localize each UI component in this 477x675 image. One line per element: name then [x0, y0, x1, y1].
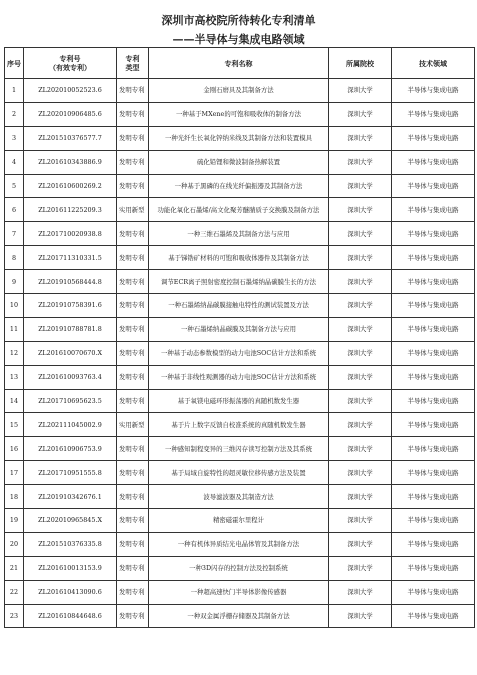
tech-field: 半导体与集成电路 — [392, 556, 475, 580]
tech-field: 半导体与集成电路 — [392, 246, 475, 270]
patent-id: ZL201910342676.1 — [24, 485, 117, 509]
header-name: 专利名称 — [149, 48, 329, 79]
table-row — [5, 437, 475, 461]
table-row — [5, 222, 475, 246]
patent-type: 发明专利 — [117, 246, 149, 270]
row-number: 4 — [5, 150, 24, 174]
table-row — [5, 317, 475, 341]
row-number: 3 — [5, 126, 24, 150]
table-row — [5, 509, 475, 533]
school-name: 深圳大学 — [329, 556, 392, 580]
patent-type: 发明专利 — [117, 461, 149, 485]
patent-type: 发明专利 — [117, 532, 149, 556]
header-type: 专利 类型 — [117, 48, 149, 79]
patent-name: 一种基于非线性观测器的动力电池SOC估计方法和系统 — [149, 365, 329, 389]
table-row — [5, 102, 475, 126]
patent-name: 调节ECR离子照射密度控制石墨烯纳晶碳膜生长的方法 — [149, 270, 329, 294]
patent-id: ZL201610906753.9 — [24, 437, 117, 461]
patent-name: 一种感知制程变异的三维闪存读写控制方法及其系统 — [149, 437, 329, 461]
table-row — [5, 485, 475, 509]
patent-type: 实用新型 — [117, 198, 149, 222]
school-name: 深圳大学 — [329, 389, 392, 413]
patent-type: 发明专利 — [117, 604, 149, 628]
patent-type: 发明专利 — [117, 174, 149, 198]
patent-type: 发明专利 — [117, 389, 149, 413]
patent-name: 功能化氧化石墨烯/高文化聚芳醚腈质子交换膜及制备方法 — [149, 198, 329, 222]
row-number: 2 — [5, 102, 24, 126]
tech-field: 半导体与集成电路 — [392, 437, 475, 461]
patent-id: ZL201710695623.5 — [24, 389, 117, 413]
patent-id: ZL202010052523.6 — [24, 79, 117, 103]
school-name: 深圳大学 — [329, 437, 392, 461]
patent-id: ZL201711310331.5 — [24, 246, 117, 270]
patent-type: 发明专利 — [117, 126, 149, 150]
tech-field: 半导体与集成电路 — [392, 150, 475, 174]
tech-field: 半导体与集成电路 — [392, 198, 475, 222]
school-name: 深圳大学 — [329, 317, 392, 341]
patent-id: ZL202010906485.6 — [24, 102, 117, 126]
patent-id: ZL202111045002.9 — [24, 413, 117, 437]
row-number: 1 — [5, 79, 24, 103]
patent-id: ZL201610600269.2 — [24, 174, 117, 198]
patent-name: 基于锑锆矿材料的可饱和吸收体器件及其制备方法 — [149, 246, 329, 270]
school-name: 深圳大学 — [329, 246, 392, 270]
patent-name: 一种基于黑磷的在线光纤偏振器及其制备方法 — [149, 174, 329, 198]
document-subtitle: ——半导体与集成电路领域 — [172, 33, 305, 46]
table-row — [5, 246, 475, 270]
patent-type: 发明专利 — [117, 150, 149, 174]
school-name: 深圳大学 — [329, 485, 392, 509]
school-name: 深圳大学 — [329, 150, 392, 174]
patent-name: 基于片上数字反馈自校准系统的真随机数发生器 — [149, 413, 329, 437]
patent-name: 一种有机体异质结光电晶体管及其制备方法 — [149, 532, 329, 556]
tech-field: 半导体与集成电路 — [392, 294, 475, 318]
patent-name: 一种超高速快门半导体影像传感器 — [149, 580, 329, 604]
table-header-row — [5, 48, 475, 79]
patent-type: 发明专利 — [117, 317, 149, 341]
school-name: 深圳大学 — [329, 532, 392, 556]
patent-name: 一种双金属浮栅存储器及其制备方法 — [149, 604, 329, 628]
table-row — [5, 150, 475, 174]
row-number: 22 — [5, 580, 24, 604]
header-field: 技术领域 — [392, 48, 475, 79]
patent-id: ZL201610013153.9 — [24, 556, 117, 580]
patent-id: ZL201910758391.6 — [24, 294, 117, 318]
patent-name: 一种基于MXene的可饱和吸收体的制备方法 — [149, 102, 329, 126]
table-row — [5, 174, 475, 198]
patent-id: ZL202010965845.X — [24, 509, 117, 533]
patent-name: 一种石墨烯纳晶碳膜接触电特性的测试装置及方法 — [149, 294, 329, 318]
patent-name: 基于氧镁电磁环形振荡器的真随机数发生器 — [149, 389, 329, 413]
patent-type: 发明专利 — [117, 341, 149, 365]
tech-field: 半导体与集成电路 — [392, 509, 475, 533]
row-number: 23 — [5, 604, 24, 628]
school-name: 深圳大学 — [329, 222, 392, 246]
row-number: 20 — [5, 532, 24, 556]
row-number: 8 — [5, 246, 24, 270]
row-number: 16 — [5, 437, 24, 461]
patent-id: ZL201710020938.8 — [24, 222, 117, 246]
patent-id: ZL201510376577.7 — [24, 126, 117, 150]
patent-id: ZL201610070670.X — [24, 341, 117, 365]
patent-id: ZL201611225209.3 — [24, 198, 117, 222]
patent-name: 金刚石磨具及其制备方法 — [149, 79, 329, 103]
patent-id: ZL201910788781.8 — [24, 317, 117, 341]
row-number: 12 — [5, 341, 24, 365]
tech-field: 半导体与集成电路 — [392, 174, 475, 198]
school-name: 深圳大学 — [329, 509, 392, 533]
row-number: 10 — [5, 294, 24, 318]
tech-field: 半导体与集成电路 — [392, 604, 475, 628]
patent-type: 发明专利 — [117, 556, 149, 580]
school-name: 深圳大学 — [329, 461, 392, 485]
patent-id: ZL201710951555.8 — [24, 461, 117, 485]
patent-name: 硫化铅锂和微波制备热解装置 — [149, 150, 329, 174]
school-name: 深圳大学 — [329, 365, 392, 389]
row-number: 6 — [5, 198, 24, 222]
patent-type: 发明专利 — [117, 79, 149, 103]
tech-field: 半导体与集成电路 — [392, 389, 475, 413]
table-row — [5, 365, 475, 389]
patent-type: 发明专利 — [117, 270, 149, 294]
patent-type: 发明专利 — [117, 365, 149, 389]
patent-name: 一种三维石墨烯及其制备方法与应用 — [149, 222, 329, 246]
row-number: 14 — [5, 389, 24, 413]
row-number: 5 — [5, 174, 24, 198]
school-name: 深圳大学 — [329, 270, 392, 294]
table-row — [5, 580, 475, 604]
row-number: 18 — [5, 485, 24, 509]
patent-id: ZL201910568444.8 — [24, 270, 117, 294]
row-number: 17 — [5, 461, 24, 485]
tech-field: 半导体与集成电路 — [392, 413, 475, 437]
tech-field: 半导体与集成电路 — [392, 79, 475, 103]
table-row — [5, 556, 475, 580]
patent-name: 一种3D闪存的控制方法及控制系统 — [149, 556, 329, 580]
school-name: 深圳大学 — [329, 580, 392, 604]
school-name: 深圳大学 — [329, 79, 392, 103]
row-number: 19 — [5, 509, 24, 533]
patent-type: 发明专利 — [117, 222, 149, 246]
table-row — [5, 341, 475, 365]
table-row — [5, 532, 475, 556]
tech-field: 半导体与集成电路 — [392, 126, 475, 150]
tech-field: 半导体与集成电路 — [392, 341, 475, 365]
table-row — [5, 270, 475, 294]
patent-type: 发明专利 — [117, 509, 149, 533]
patent-type: 发明专利 — [117, 294, 149, 318]
patent-type: 实用新型 — [117, 413, 149, 437]
school-name: 深圳大学 — [329, 198, 392, 222]
row-number: 15 — [5, 413, 24, 437]
tech-field: 半导体与集成电路 — [392, 222, 475, 246]
table-row — [5, 461, 475, 485]
school-name: 深圳大学 — [329, 174, 392, 198]
patent-name: 精密磁霍尔里程计 — [149, 509, 329, 533]
school-name: 深圳大学 — [329, 604, 392, 628]
school-name: 深圳大学 — [329, 294, 392, 318]
table-row — [5, 604, 475, 628]
table-row — [5, 413, 475, 437]
patent-name: 一种基于动态参数模型的动力电池SOC估计方法和系统 — [149, 341, 329, 365]
patent-id: ZL201610093763.4 — [24, 365, 117, 389]
patent-table — [4, 47, 475, 628]
table-row — [5, 294, 475, 318]
school-name: 深圳大学 — [329, 126, 392, 150]
patent-id: ZL201610844648.6 — [24, 604, 117, 628]
patent-id: ZL201610413090.6 — [24, 580, 117, 604]
tech-field: 半导体与集成电路 — [392, 270, 475, 294]
header-patent-id: 专利号 （有效专利） — [24, 48, 117, 79]
patent-id: ZL201610343886.9 — [24, 150, 117, 174]
patent-type: 发明专利 — [117, 485, 149, 509]
table-row — [5, 389, 475, 413]
patent-type: 发明专利 — [117, 102, 149, 126]
header-school: 所属院校 — [329, 48, 392, 79]
row-number: 9 — [5, 270, 24, 294]
patent-id: ZL201510376335.8 — [24, 532, 117, 556]
school-name: 深圳大学 — [329, 413, 392, 437]
table-row — [5, 126, 475, 150]
patent-name: 一种石墨烯纳晶碳膜及其制备方法与应用 — [149, 317, 329, 341]
school-name: 深圳大学 — [329, 341, 392, 365]
row-number: 13 — [5, 365, 24, 389]
tech-field: 半导体与集成电路 — [392, 461, 475, 485]
tech-field: 半导体与集成电路 — [392, 532, 475, 556]
row-number: 11 — [5, 317, 24, 341]
patent-name: 波导滤波器及其制造方法 — [149, 485, 329, 509]
patent-name: 一种光纤生长氧化锌纳米线及其制备方法和装置模具 — [149, 126, 329, 150]
header-no: 序号 — [5, 48, 24, 79]
patent-type: 发明专利 — [117, 580, 149, 604]
table-row — [5, 79, 475, 103]
tech-field: 半导体与集成电路 — [392, 102, 475, 126]
tech-field: 半导体与集成电路 — [392, 317, 475, 341]
patent-name: 基于局域自旋特性的超灵敏位移传感方法及装置 — [149, 461, 329, 485]
document-title: 深圳市高校院所待转化专利清单 — [161, 14, 316, 27]
tech-field: 半导体与集成电路 — [392, 485, 475, 509]
table-row — [5, 198, 475, 222]
school-name: 深圳大学 — [329, 102, 392, 126]
patent-type: 发明专利 — [117, 437, 149, 461]
row-number: 21 — [5, 556, 24, 580]
tech-field: 半导体与集成电路 — [392, 580, 475, 604]
row-number: 7 — [5, 222, 24, 246]
tech-field: 半导体与集成电路 — [392, 365, 475, 389]
